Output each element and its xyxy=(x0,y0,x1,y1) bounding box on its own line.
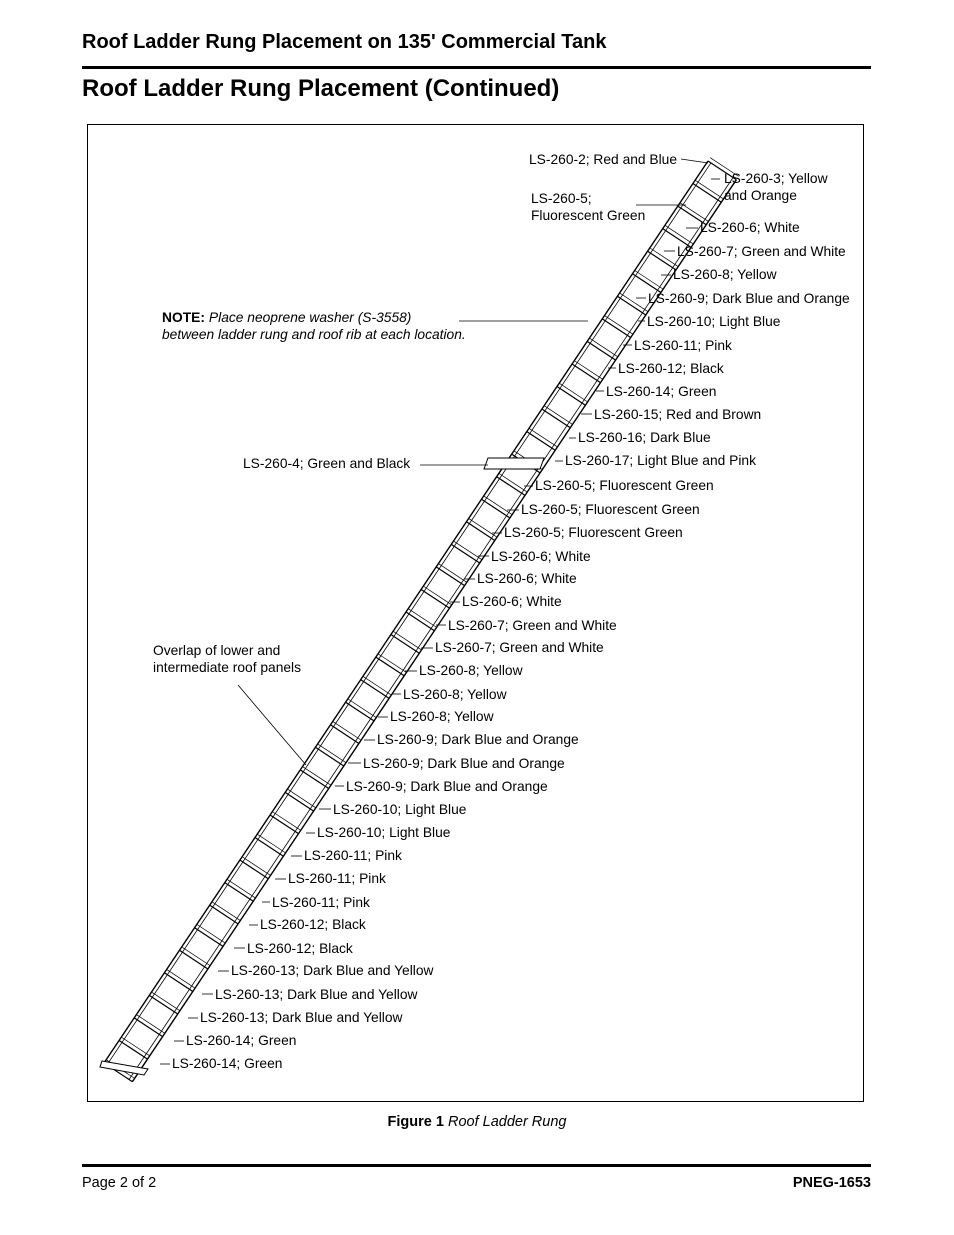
document-id: PNEG-1653 xyxy=(792,1175,871,1191)
rung-label: LS-260-8; Yellow xyxy=(403,687,507,702)
leader-line xyxy=(238,685,306,765)
label-ls-260-3-line1: LS-260-3; Yellow xyxy=(724,171,828,186)
ladder-rung xyxy=(572,364,600,383)
ladder-rung-edge xyxy=(348,699,376,718)
ladder-rung xyxy=(497,477,525,496)
note-line1 xyxy=(162,310,411,325)
leader-line xyxy=(681,159,708,163)
rung-label: LS-260-11; Pink xyxy=(634,338,732,353)
ladder-rung-edge xyxy=(272,812,300,831)
rung-label: LS-260-6; White xyxy=(700,220,800,235)
ladder-rung xyxy=(149,995,177,1014)
ladder-rung xyxy=(482,499,510,518)
ladder-rung xyxy=(331,725,359,744)
rung-label: LS-260-8; Yellow xyxy=(673,267,777,282)
ladder-rung xyxy=(285,792,313,811)
ladder-rung xyxy=(346,702,374,721)
ladder-rung-edge xyxy=(227,879,255,898)
rung-label: LS-260-8; Yellow xyxy=(419,663,523,678)
rung-label: LS-260-14; Green xyxy=(186,1033,297,1048)
overlap-note-line1: Overlap of lower and xyxy=(153,643,281,658)
label-ls-260-4: LS-260-4; Green and Black xyxy=(243,456,411,471)
ladder-rung-edge xyxy=(121,1037,149,1056)
ladder-rung-edge xyxy=(318,744,346,763)
rung-label: LS-260-6; White xyxy=(462,594,562,609)
ladder-rung xyxy=(195,928,223,947)
ladder-rung xyxy=(134,1018,162,1037)
rung-label: LS-260-14; Green xyxy=(606,384,717,399)
rung-label: LS-260-11; Pink xyxy=(304,848,402,863)
rung-label: LS-260-12; Black xyxy=(247,941,353,956)
leader-lines xyxy=(160,159,720,1064)
rung-label: LS-260-13; Dark Blue and Yellow xyxy=(200,1010,403,1025)
ladder-rung-edge xyxy=(484,496,512,515)
figure-frame xyxy=(87,124,864,1102)
rung-label: LS-260-9; Dark Blue and Orange xyxy=(377,732,579,747)
ladder-rung-edge xyxy=(212,902,240,921)
rung-label: LS-260-9; Dark Blue and Orange xyxy=(346,779,548,794)
rung-label: LS-260-11; Pink xyxy=(288,871,386,886)
ladder-rung xyxy=(180,950,208,969)
ladder-rung xyxy=(648,251,676,270)
rung-label: LS-260-16; Dark Blue xyxy=(578,430,711,445)
ladder-rung xyxy=(240,860,268,879)
ladder-rung xyxy=(391,635,419,654)
ladder-rung-edge xyxy=(454,541,482,560)
figure-title: Roof Ladder Rung xyxy=(447,1114,567,1130)
ladder-rung-edge xyxy=(423,586,451,605)
rung-label: LS-260-13; Dark Blue and Yellow xyxy=(215,987,418,1002)
ladder-rung-edge xyxy=(469,518,497,537)
ladder-rung-edge xyxy=(438,564,466,583)
ladder-rung-edge xyxy=(136,1015,164,1034)
header-rule xyxy=(82,66,871,69)
ladder-rung-edge xyxy=(333,721,361,740)
ladder-rung xyxy=(376,657,404,676)
overlap-plate xyxy=(484,458,544,469)
label-ls-260-2: LS-260-2; Red and Blue xyxy=(529,152,678,167)
ladder-rung xyxy=(542,409,570,428)
ladder-rung xyxy=(693,184,721,203)
rung-label: LS-260-10; Light Blue xyxy=(317,825,451,840)
ladder-rung xyxy=(602,319,630,338)
ladder-rung xyxy=(451,544,479,563)
rung-label: LS-260-5; Fluorescent Green xyxy=(504,525,683,540)
ladder-rung-edge xyxy=(363,676,391,695)
ladder-rung xyxy=(361,680,389,699)
rung-label: LS-260-10; Light Blue xyxy=(647,314,781,329)
rung-label: LS-260-8; Yellow xyxy=(390,709,494,724)
ladder-rung xyxy=(633,274,661,293)
ladder-rung-edge xyxy=(574,361,602,380)
ladder-rung xyxy=(300,770,328,789)
ladder-rung-edge xyxy=(544,406,572,425)
ladder-rung-edge xyxy=(378,654,406,673)
rung-label: LS-260-12; Black xyxy=(260,917,366,932)
ladder-rung xyxy=(119,1040,147,1059)
ladder-rung-edge xyxy=(635,270,663,289)
note-line2: between ladder rung and roof rib at each location. xyxy=(162,327,466,342)
ladder-rung-edge xyxy=(303,767,331,786)
label-ls-260-5-top-line2: Fluorescent Green xyxy=(531,208,646,223)
ladder-rung xyxy=(557,387,585,406)
rung-label: LS-260-5; Fluorescent Green xyxy=(521,502,700,517)
label-ls-260-5-top-line1: LS-260-5; xyxy=(531,191,592,206)
document-header-title: Roof Ladder Rung Placement on 135' Commercial Tank xyxy=(82,31,607,53)
ladder-rung-edge xyxy=(589,338,617,357)
ladder-rung xyxy=(421,589,449,608)
note-text-1: Place neoprene washer (S-3558) xyxy=(208,310,412,325)
ladder-rung-edge xyxy=(680,203,708,222)
section-title: Roof Ladder Rung Placement (Continued) xyxy=(82,75,560,102)
ladder-rung-edge xyxy=(408,609,436,628)
ladder-rung-edge xyxy=(152,992,180,1011)
ladder-rung-edge xyxy=(529,428,557,447)
ladder-diagram xyxy=(88,125,865,1103)
ladder-rung xyxy=(617,296,645,315)
ladder-rung xyxy=(587,341,615,360)
rung-label: LS-260-7; Green and White xyxy=(448,618,617,633)
ladder-rung-edge xyxy=(182,947,210,966)
ladder-rung xyxy=(436,567,464,586)
overlap-note-line2: intermediate roof panels xyxy=(153,660,302,675)
rung-label: LS-260-5; Fluorescent Green xyxy=(535,478,714,493)
ladder-rung-edge xyxy=(393,631,421,650)
ladder-rung-edge xyxy=(695,180,723,199)
ladder-rung xyxy=(270,815,298,834)
ladder-rung-edge xyxy=(257,834,285,853)
rung-label: LS-260-7; Green and White xyxy=(435,640,604,655)
rung-label: LS-260-15; Red and Brown xyxy=(594,407,762,422)
ladder-rung-edge xyxy=(620,293,648,312)
ladder-rung-edge xyxy=(287,789,315,808)
rung-label: LS-260-12; Black xyxy=(618,361,724,376)
rung-label: LS-260-13; Dark Blue and Yellow xyxy=(231,963,434,978)
rung-label: LS-260-9; Dark Blue and Orange xyxy=(648,291,850,306)
rung-label: LS-260-9; Dark Blue and Orange xyxy=(363,756,565,771)
ladder-rung xyxy=(527,432,555,451)
rung-label: LS-260-17; Light Blue and Pink xyxy=(565,453,756,468)
ladder-rung xyxy=(210,905,238,924)
bottom-end-plate xyxy=(100,1061,148,1075)
rung-label: LS-260-6; White xyxy=(491,549,591,564)
ladder-rung xyxy=(225,883,253,902)
ladder-rung xyxy=(255,838,283,857)
page-number: Page 2 of 2 xyxy=(82,1175,157,1191)
rung-label: LS-260-6; White xyxy=(477,571,577,586)
label-ls-260-3-line2: and Orange xyxy=(724,188,797,203)
figure-number: Figure 1 xyxy=(387,1114,444,1130)
note-label: NOTE: xyxy=(162,310,205,325)
ladder-rung-edge xyxy=(499,473,527,492)
ladder-rung xyxy=(406,612,434,631)
ladder-drawing xyxy=(100,158,739,1082)
ladder-rung-edge xyxy=(605,316,633,335)
ladder-rung xyxy=(164,973,192,992)
ladder-rung-edge xyxy=(242,857,270,876)
footer-rule xyxy=(82,1164,871,1167)
figure-caption xyxy=(0,1114,954,1130)
rung-label: LS-260-11; Pink xyxy=(272,895,370,910)
ladder-rung xyxy=(466,522,494,541)
ladder-rung-edge xyxy=(197,924,225,943)
rung-label: LS-260-14; Green xyxy=(172,1056,283,1071)
ladder-rung-edge xyxy=(167,969,195,988)
ladder-rung xyxy=(315,747,343,766)
rung-label: LS-260-10; Light Blue xyxy=(333,802,467,817)
rung-label: LS-260-7; Green and White xyxy=(677,244,846,259)
ladder-rung-edge xyxy=(559,383,587,402)
